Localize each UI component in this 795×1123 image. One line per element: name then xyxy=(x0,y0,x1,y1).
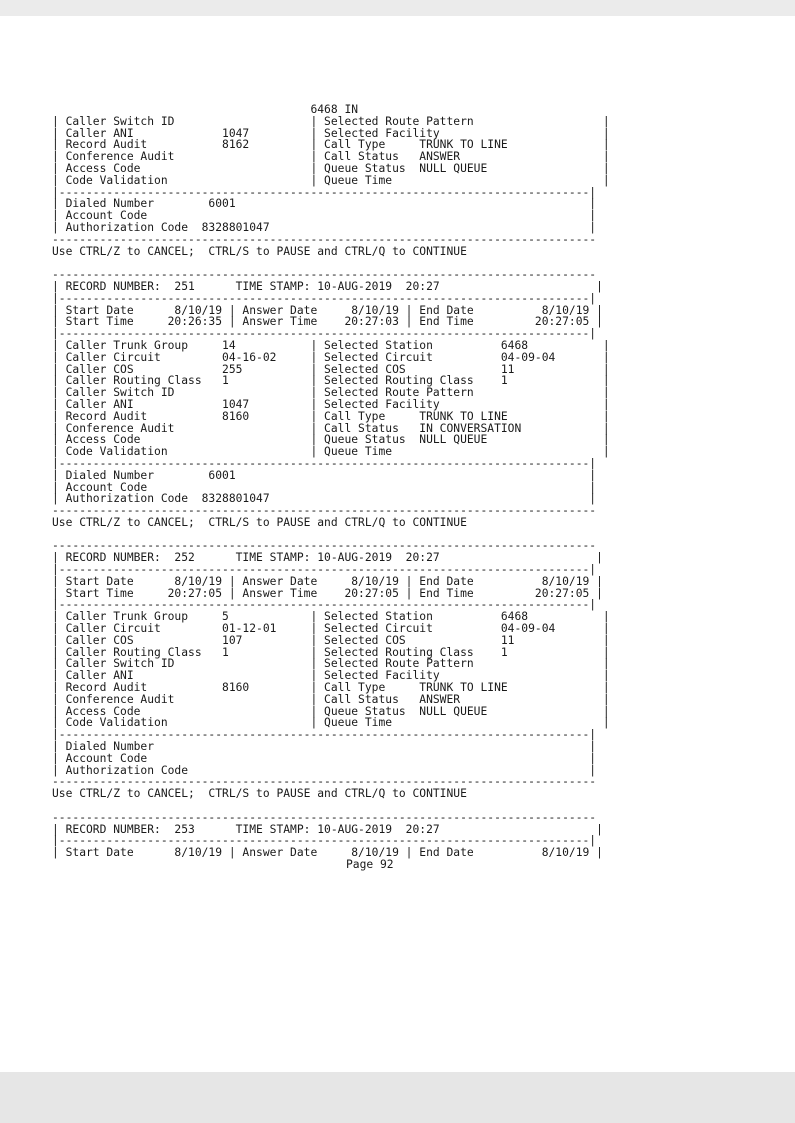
text-line: |------------------------------------------------------------------------------| xyxy=(52,456,597,470)
text-line: | Caller Trunk Group 14 | Selected Station 6468 | xyxy=(52,338,610,352)
text-line: | Caller ANI | Selected Facility | xyxy=(52,669,610,683)
text-line: | Code Validation | Queue Time | xyxy=(52,173,610,187)
text-line: |------------------------------------------------------------------------------| xyxy=(52,563,597,577)
text-line: | RECORD NUMBER: 252 TIME STAMP: 10-AUG-2019 20:27 | xyxy=(52,551,603,565)
scan-edge-bottom xyxy=(0,1072,795,1123)
text-line: |------------------------------------------------------------------------------| xyxy=(52,834,597,848)
text-line: | Dialed Number 6001 | xyxy=(52,468,597,482)
page-number: Page 92 xyxy=(346,858,394,871)
text-line: | Access Code | Queue Status NULL QUEUE | xyxy=(52,433,610,447)
text-line: |------------------------------------------------------------------------------| xyxy=(52,185,597,199)
text-line: | Record Audit 8160 | Call Type TRUNK TO LINE | xyxy=(52,409,610,423)
text-line: Use CTRL/Z to CANCEL; CTRL/S to PAUSE and CTRL/Q to CONTINUE xyxy=(52,515,467,529)
text-line: | Start Time 20:27:05 | Answer Time 20:27:05 | End Time 20:27:05 | xyxy=(52,586,603,600)
text-line: | Authorization Code 8328801047 | xyxy=(52,492,597,506)
text-line: | Caller Switch ID | Selected Route Pattern | xyxy=(52,657,610,671)
text-line: -------------------------------------------------------------------------------- xyxy=(52,232,597,246)
scan-edge-top xyxy=(0,0,795,16)
text-line: | Start Date 8/10/19 | Answer Date 8/10/19 | End Date 8/10/19 | xyxy=(52,574,603,588)
text-line: | Account Code | xyxy=(52,480,597,494)
text-line: | Caller Routing Class 1 | Selected Routing Class 1 | xyxy=(52,645,610,659)
text-line: | Authorization Code | xyxy=(52,763,597,777)
text-line: | Caller COS 107 | Selected COS 11 | xyxy=(52,633,610,647)
text-line: | Caller Switch ID | Selected Route Pattern | xyxy=(52,114,610,128)
text-line: | Dialed Number 6001 | xyxy=(52,197,597,211)
document-text xyxy=(52,104,610,871)
text-line: |------------------------------------------------------------------------------| xyxy=(52,728,597,742)
text-line: | Code Validation | Queue Time | xyxy=(52,445,610,459)
text-line: | Caller ANI 1047 | Selected Facility | xyxy=(52,397,610,411)
text-line: | RECORD NUMBER: 251 TIME STAMP: 10-AUG-2019 20:27 | xyxy=(52,279,603,293)
text-line: | Caller Circuit 01-12-01 | Selected Circuit 04-09-04 | xyxy=(52,622,610,636)
text-line: |------------------------------------------------------------------------------| xyxy=(52,327,597,341)
text-line: | Start Date 8/10/19 | Answer Date 8/10/19 | End Date 8/10/19 | xyxy=(52,303,603,317)
text-line: | Caller Trunk Group 5 | Selected Station 6468 | xyxy=(52,610,610,624)
text-line: -------------------------------------------------------------------------------- xyxy=(52,268,597,282)
text-line: | Access Code | Queue Status NULL QUEUE | xyxy=(52,704,610,718)
text-line: | RECORD NUMBER: 253 TIME STAMP: 10-AUG-2019 20:27 | xyxy=(52,822,603,836)
text-line: | Conference Audit | Call Status ANSWER | xyxy=(52,692,610,706)
text-line: | Caller Circuit 04-16-02 | Selected Circuit 04-09-04 | xyxy=(52,350,610,364)
text-line: | Start Time 20:26:35 | Answer Time 20:27:03 | End Time 20:27:05 | xyxy=(52,315,603,329)
text-line: |------------------------------------------------------------------------------| xyxy=(52,291,597,305)
text-line: | Caller Switch ID | Selected Route Pattern | xyxy=(52,386,610,400)
text-line: Use CTRL/Z to CANCEL; CTRL/S to PAUSE and CTRL/Q to CONTINUE xyxy=(52,787,467,801)
text-line: -------------------------------------------------------------------------------- xyxy=(52,810,597,824)
text-line: | Caller COS 255 | Selected COS 11 | xyxy=(52,362,610,376)
text-line: | Access Code | Queue Status NULL QUEUE | xyxy=(52,161,610,175)
text-line: | Conference Audit | Call Status IN CONVERSATION | xyxy=(52,421,610,435)
text-line: | Record Audit 8162 | Call Type TRUNK TO LINE | xyxy=(52,138,610,152)
text-line: Use CTRL/Z to CANCEL; CTRL/S to PAUSE and CTRL/Q to CONTINUE xyxy=(52,244,467,258)
text-line: -------------------------------------------------------------------------------- xyxy=(52,775,597,789)
text-line: -------------------------------------------------------------------------------- xyxy=(52,539,597,553)
text-line: | Dialed Number | xyxy=(52,740,597,754)
text-line: | Authorization Code 8328801047 | xyxy=(52,220,597,234)
text-line: | Code Validation | Queue Time | xyxy=(52,716,610,730)
text-line: |------------------------------------------------------------------------------| xyxy=(52,598,597,612)
text-line: 6468 IN xyxy=(52,103,359,116)
text-line: | Start Date 8/10/19 | Answer Date 8/10/19 | End Date 8/10/19 | xyxy=(52,846,603,860)
text-line: | Caller Routing Class 1 | Selected Routing Class 1 | xyxy=(52,374,610,388)
text-line: | Account Code | xyxy=(52,209,597,223)
text-line: -------------------------------------------------------------------------------- xyxy=(52,504,597,518)
text-line: | Conference Audit | Call Status ANSWER | xyxy=(52,150,610,164)
text-line: | Record Audit 8160 | Call Type TRUNK TO LINE | xyxy=(52,681,610,695)
text-line: | Account Code | xyxy=(52,751,597,765)
text-line: | Caller ANI 1047 | Selected Facility | xyxy=(52,126,610,140)
